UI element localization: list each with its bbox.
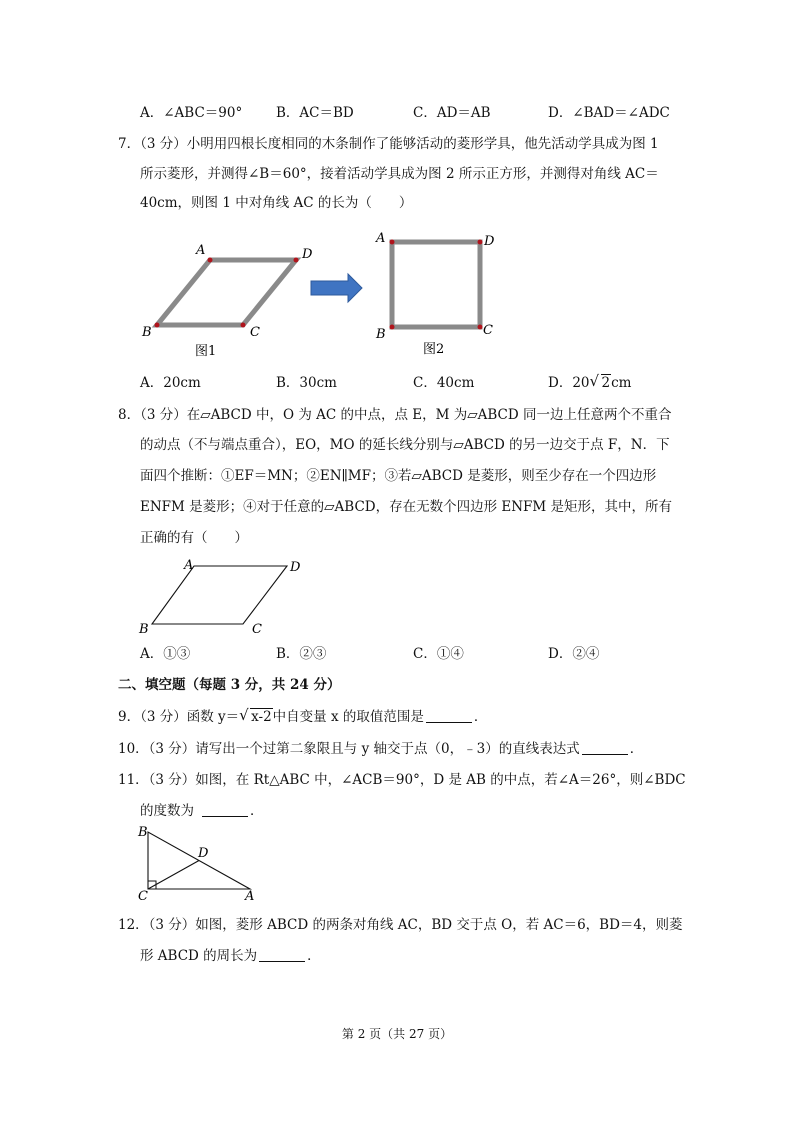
q7-option-c: C．40cm <box>413 375 475 391</box>
q7-line-2: 所示菱形，并测得∠B＝60°，接着活动学具成为图 2 所示正方形，并测得对角线 AC＝ <box>140 166 659 182</box>
q12-text: 形 ABCD 的周长为 <box>140 948 258 964</box>
page-footer: 第 2 页（共 27 页） <box>341 1027 453 1041</box>
q7-line-3: 40cm，则图 1 中对角线 AC 的长为（ ） <box>140 195 413 211</box>
q8-option-d: D．②④ <box>548 646 600 662</box>
q6-option-d: D．∠BAD＝∠ADC <box>548 105 670 121</box>
rhombus-shape <box>157 260 296 325</box>
vertex-b-point <box>155 323 160 328</box>
vertex-c-point <box>241 323 246 328</box>
fig2-label-b: B <box>376 327 386 342</box>
fig11-label-b: B <box>138 825 148 840</box>
q8-line-2: 的动点（不与端点重合），EO，MO 的延长线分别与▱ABCD 的另一边交于点 F，N．下 <box>140 437 670 453</box>
q12-line-1: 12．（3 分）如图，菱形 ABCD 的两条对角线 AC，BD 交于点 O，若 AC＝6，BD＝4，则菱 <box>118 917 683 933</box>
q10-answer-blank[interactable] <box>582 740 628 755</box>
square-shape <box>392 242 480 327</box>
q7-option-d-coef: 20 <box>572 375 590 391</box>
q7-options <box>0 373 794 393</box>
q7-figure-1-rhombus <box>141 243 313 359</box>
fig1-caption: 图1 <box>195 344 217 359</box>
fig2-caption: 图2 <box>423 342 445 357</box>
q7-option-d-unit: cm <box>611 375 632 391</box>
q9-line <box>118 707 487 727</box>
q8-option-b: B．②③ <box>276 646 327 662</box>
vertex-d-point <box>478 240 483 245</box>
q12-line-2 <box>140 946 321 966</box>
q8-option-c: C．①④ <box>413 646 464 662</box>
fig11-label-c: C <box>138 889 148 900</box>
q11-triangle-figure <box>132 822 267 900</box>
q7-line-1: 7．（3 分）小明用四根长度相同的木条制作了能够活动的菱形学具，他先活动学具成为图 1 <box>118 136 659 152</box>
vertex-d-point <box>294 258 299 263</box>
q10-text: 10．（3 分）请写出一个过第二象限且与 y 轴交于点（0，﹣3）的直线表达式 <box>118 741 580 757</box>
fig8-label-b: B <box>139 622 149 637</box>
q10-line <box>118 739 643 759</box>
q7-option-d <box>548 373 631 393</box>
vertex-b-point <box>390 325 395 330</box>
q11-text: 的度数为 <box>140 803 194 819</box>
q9-answer-blank[interactable] <box>426 708 472 723</box>
q11-line-1: 11．（3 分）如图，在 Rt△ABC 中，∠ACB＝90°，D 是 AB 的中点，若∠A＝26°，则∠BDC <box>118 772 686 788</box>
vertex-a-point <box>390 240 395 245</box>
q9-text-before: 9．（3 分）函数 y＝ <box>118 709 240 725</box>
fig1-label-a: A <box>196 243 206 258</box>
q8-option-a: A．①③ <box>140 646 191 662</box>
q6-option-a: A．∠ABC＝90° <box>140 105 243 121</box>
q6-option-c: C．AD＝AB <box>413 105 491 121</box>
fig8-label-d: D <box>290 560 301 575</box>
q8-line-3: 面四个推断：①EF＝MN；②EN∥MF；③若▱ABCD 是菱形，则至少存在一个四边形 <box>140 468 657 484</box>
q12-end: ． <box>307 948 321 964</box>
q11-end: ． <box>250 803 264 819</box>
fig2-label-d: D <box>484 234 495 249</box>
q7-option-d-radicand: 2 <box>601 375 611 391</box>
q7-figure-2-square <box>375 231 495 357</box>
q8-options <box>0 644 794 664</box>
vertex-c-point <box>478 325 483 330</box>
vertex-a-point <box>208 258 213 263</box>
fig2-label-c: C <box>483 323 493 338</box>
fig1-label-b: B <box>142 325 152 340</box>
q11-answer-blank[interactable] <box>202 802 248 817</box>
q10-end: ． <box>629 741 644 757</box>
q8-parallelogram-figure <box>130 553 320 638</box>
fig11-label-d: D <box>198 846 209 861</box>
q8-line-1: 8．（3 分）在▱ABCD 中，O 为 AC 的中点，点 E，M 为▱ABCD 同一边上任意两个不重合 <box>118 407 672 423</box>
fig11-label-a: A <box>245 889 255 900</box>
fig2-label-a: A <box>376 231 386 246</box>
section-2-title: 二、填空题（每题 3 分，共 24 分） <box>118 677 341 693</box>
q9-text-after: 中自变量 x 的取值范围是 <box>272 709 424 725</box>
q11-line-2 <box>140 801 264 821</box>
fig8-label-a: A <box>184 558 194 573</box>
q7-option-b: B．30cm <box>276 375 337 391</box>
q7-option-a: A．20cm <box>140 375 201 391</box>
q8-line-4: ENFM 是菱形；④对于任意的▱ABCD，存在无数个四边形 ENFM 是矩形，其中，所有 <box>140 499 673 515</box>
q7-option-d-prefix: D． <box>548 375 573 391</box>
q8-line-5: 正确的有（ ） <box>140 530 248 546</box>
sqrt-symbol: √ x-2 <box>239 706 272 725</box>
fig1-label-d: D <box>302 247 313 262</box>
q9-end: ． <box>473 709 488 725</box>
q12-answer-blank[interactable] <box>259 947 305 962</box>
fig1-label-c: C <box>250 325 260 340</box>
sqrt-symbol: √ 2 <box>589 372 611 391</box>
q9-radicand: x-2 <box>251 709 272 725</box>
arrow-right-icon <box>311 274 362 302</box>
parallelogram-shape <box>152 566 287 624</box>
fig8-label-c: C <box>252 622 262 637</box>
q6-options <box>0 103 794 123</box>
q6-option-b: B．AC＝BD <box>276 105 354 121</box>
q7-figures <box>130 228 520 363</box>
